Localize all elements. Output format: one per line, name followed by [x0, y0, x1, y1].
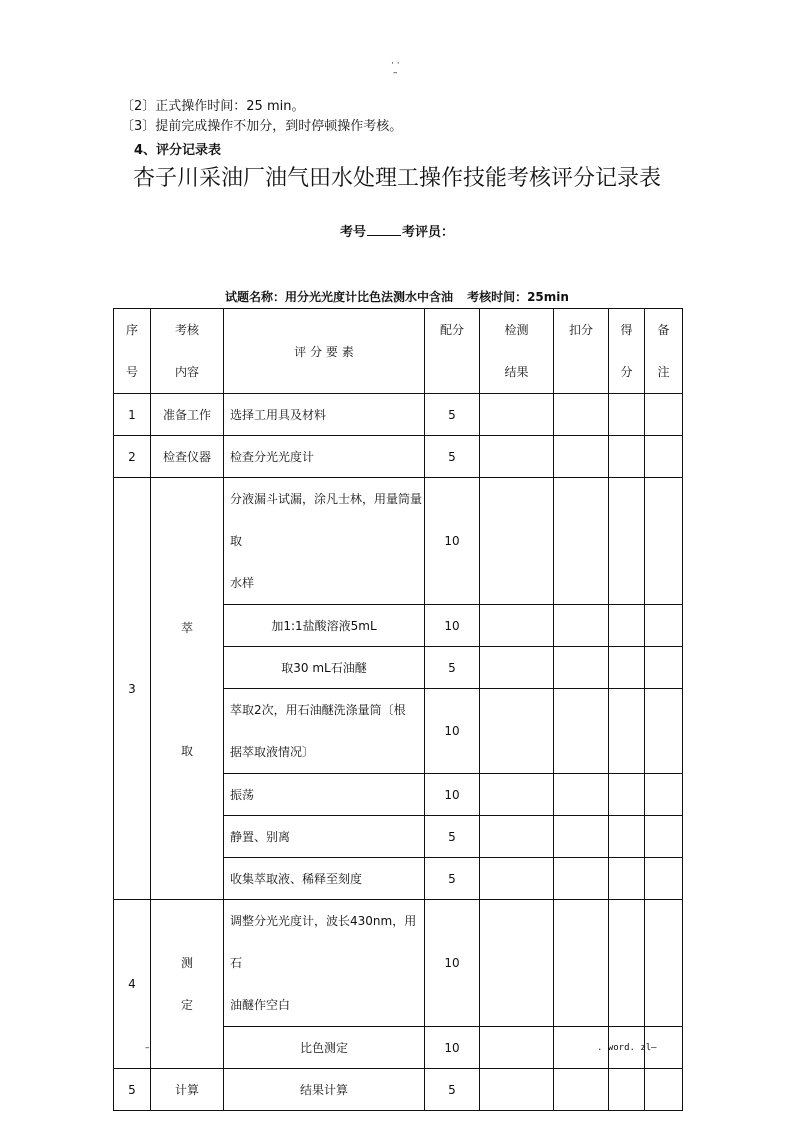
row-element: 分液漏斗试漏，涂凡士林，用量筒量取 水样 — [224, 478, 425, 605]
row-element: 结果计算 — [224, 1069, 425, 1111]
cell-remark — [645, 900, 683, 1027]
note-time: 〔2〕正式操作时间：25 min。 — [121, 99, 305, 114]
header-remark: 备 注 — [645, 309, 683, 394]
cell-result — [480, 900, 554, 1027]
header-content: 考核 内容 — [151, 309, 224, 394]
cell-remark — [645, 1069, 683, 1111]
cell-deduct — [554, 647, 609, 689]
row-score: 5 — [425, 394, 480, 436]
row-element: 振荡 — [224, 774, 425, 816]
row-seq: 3 — [114, 478, 151, 900]
header-deduct: 扣分 — [554, 309, 609, 394]
cell-got — [609, 900, 645, 1027]
table-row — [114, 436, 683, 478]
header-seq: 序 号 — [114, 309, 151, 394]
row-seq: 5 — [114, 1069, 151, 1111]
row-seq: 1 — [114, 394, 151, 436]
row-score: 10 — [425, 478, 480, 605]
cell-deduct — [554, 1069, 609, 1111]
table-row — [114, 478, 683, 605]
cell-result — [480, 478, 554, 605]
row-score: 5 — [425, 436, 480, 478]
header-dash: – — [393, 68, 398, 78]
exam-number-label: 考号 — [339, 225, 366, 240]
row-score: 10 — [425, 689, 480, 774]
score-table — [113, 308, 683, 1111]
row-content: 萃 取 — [151, 478, 224, 900]
row-score: 5 — [425, 1069, 480, 1111]
cell-result — [480, 689, 554, 774]
row-content: 准备工作 — [151, 394, 224, 436]
cell-result — [480, 436, 554, 478]
row-content: 检查仪器 — [151, 436, 224, 478]
cell-got — [609, 436, 645, 478]
cell-deduct — [554, 900, 609, 1027]
footer-left-mark: – — [145, 1043, 150, 1053]
cell-result — [480, 394, 554, 436]
cell-got — [609, 647, 645, 689]
cell-got — [609, 1069, 645, 1111]
row-element: 静置、别离 — [224, 816, 425, 858]
row-element: 选择工用具及材料 — [224, 394, 425, 436]
document-title: 杏子川采油厂油气田水处理工操作技能考核评分记录表 — [132, 166, 661, 191]
row-seq: 2 — [114, 436, 151, 478]
table-row — [114, 1069, 683, 1111]
header-got: 得 分 — [609, 309, 645, 394]
cell-result — [480, 647, 554, 689]
cell-remark — [645, 689, 683, 774]
section-heading: 4、评分记录表 — [134, 143, 222, 158]
row-seq: 4 — [114, 900, 151, 1069]
row-score: 10 — [425, 774, 480, 816]
row-element: 收集萃取液、稀释至刻度 — [224, 858, 425, 900]
note-early-finish: 〔3〕提前完成操作不加分，到时停顿操作考核。 — [121, 119, 403, 134]
cell-result — [480, 1027, 554, 1069]
row-element: 加1:1盐酸溶液5mL — [224, 605, 425, 647]
cell-remark — [645, 647, 683, 689]
cell-got — [609, 774, 645, 816]
table-row — [114, 900, 683, 1027]
cell-deduct — [554, 816, 609, 858]
cell-got — [609, 478, 645, 605]
cell-result — [480, 605, 554, 647]
cell-remark — [645, 858, 683, 900]
cell-deduct — [554, 605, 609, 647]
row-element: 比色测定 — [224, 1027, 425, 1069]
row-score: 5 — [425, 647, 480, 689]
row-score: 5 — [425, 816, 480, 858]
cell-result — [480, 816, 554, 858]
cell-result — [480, 1069, 554, 1111]
caption-subject: 试题名称：用分光光度计比色法测水中含油 — [225, 290, 454, 304]
cell-deduct — [554, 774, 609, 816]
cell-deduct — [554, 858, 609, 900]
row-score: 10 — [425, 900, 480, 1027]
cell-got — [609, 605, 645, 647]
cell-got — [609, 394, 645, 436]
table-caption — [0, 288, 794, 305]
examiner-label: 考评员： — [402, 225, 455, 240]
cell-deduct — [554, 436, 609, 478]
cell-remark — [645, 478, 683, 605]
cell-got — [609, 858, 645, 900]
cell-deduct — [554, 478, 609, 605]
header-elements: 评 分 要 素 — [224, 309, 425, 394]
row-score: 10 — [425, 605, 480, 647]
row-element: 取30 mL石油醚 — [224, 647, 425, 689]
cell-remark — [645, 816, 683, 858]
table-header-row — [114, 309, 683, 394]
header-score: 配分 — [425, 309, 480, 394]
header-dots: · · — [391, 59, 400, 69]
exam-number-blank — [367, 225, 401, 236]
row-score: 10 — [425, 1027, 480, 1069]
row-element: 调整分光光度计，波长430nm，用石 油醚作空白 — [224, 900, 425, 1027]
header-result: 检测 结果 — [480, 309, 554, 394]
cell-deduct — [554, 689, 609, 774]
cell-remark — [645, 774, 683, 816]
cell-result — [480, 858, 554, 900]
row-element: 检查分光光度计 — [224, 436, 425, 478]
footer-watermark: . word. zl– — [597, 1043, 657, 1053]
page-header-mark — [391, 60, 400, 78]
cell-remark — [645, 394, 683, 436]
cell-remark — [645, 436, 683, 478]
cell-result — [480, 774, 554, 816]
row-content: 计算 — [151, 1069, 224, 1111]
row-element: 萃取2次，用石油醚洗涤量筒〔根 据萃取液情况〕 — [224, 689, 425, 774]
cell-got — [609, 689, 645, 774]
caption-time: 考核时间：25min — [467, 290, 569, 304]
cell-deduct — [554, 394, 609, 436]
row-score: 5 — [425, 858, 480, 900]
exam-line — [0, 221, 794, 240]
table-row — [114, 394, 683, 436]
row-content: 测 定 — [151, 900, 224, 1069]
cell-got — [609, 816, 645, 858]
cell-remark — [645, 605, 683, 647]
